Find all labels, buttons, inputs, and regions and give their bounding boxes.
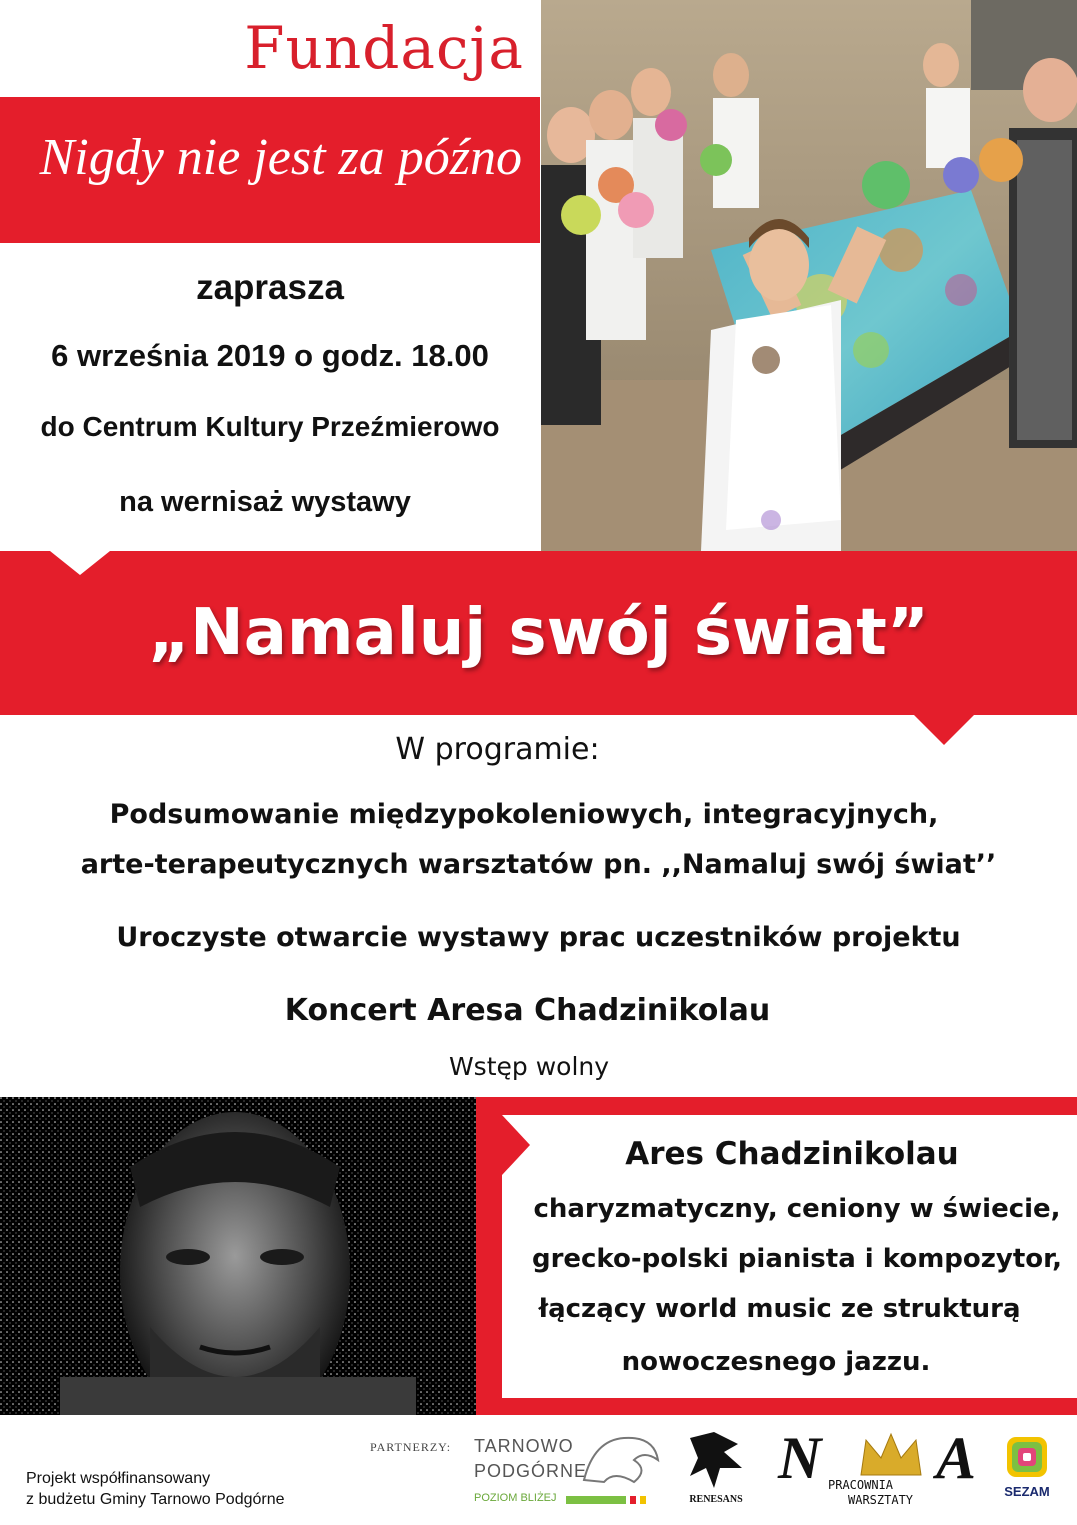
program-heading: W programie: (395, 732, 600, 767)
partners-label: PARTNERZY: (370, 1440, 452, 1454)
nova-workshop-logo (776, 1425, 986, 1514)
program-item-3: Koncert Aresa Chadzinikolau (284, 993, 771, 1028)
renesans-logo (684, 1428, 748, 1510)
artist-bio-line-3: łączący world music ze strukturą (538, 1294, 1021, 1324)
tarnowo-logo-line-2: PODGÓRNE (474, 1461, 588, 1481)
cofinancing-note (26, 1468, 285, 1510)
exhibition-title: „Namaluj swój świat” (148, 596, 929, 670)
cofinancing-line-1: Projekt współfinansowany (26, 1470, 211, 1487)
event-occasion: na wernisaż wystawy (119, 486, 411, 518)
invites-text: zaprasza (196, 268, 344, 307)
tarnowo-bar-yellow (640, 1496, 646, 1504)
tarnowo-lion-icon (574, 1430, 664, 1486)
nova-logo-line-1: PRACOWNIA (828, 1478, 894, 1492)
sezam-logo (1004, 1434, 1050, 1510)
artist-bio-line-2: grecko-polski pianista i kompozytor, (531, 1244, 1063, 1274)
foundation-title: Fundacja (244, 14, 524, 82)
renesans-logo-text: RENESANS (689, 1494, 743, 1505)
nova-letter-n: N (778, 1425, 822, 1491)
sezam-emblem-icon (1004, 1434, 1050, 1482)
foundation-motto: Nigdy nie jest za późno (39, 129, 522, 186)
artist-portrait (0, 1097, 476, 1415)
sezam-logo-text: SEZAM (1004, 1484, 1050, 1499)
event-date: 6 września 2019 o godz. 18.00 (51, 338, 489, 373)
artist-name: Ares Chadzinikolau (625, 1136, 959, 1172)
nova-letter-a: A (936, 1425, 977, 1491)
tarnowo-podgorne-logo (474, 1430, 664, 1510)
artist-bio-line-4: nowoczesnego jazzu. (621, 1347, 931, 1377)
nova-logo-line-2: WARSZTATY (848, 1493, 914, 1507)
program-item-1-line-1: Podsumowanie międzypokoleniowych, integracyjnych, (109, 799, 939, 830)
artist-bio-line-1: charyzmatyczny, ceniony w świecie, (533, 1194, 1061, 1224)
tarnowo-bar-green (566, 1496, 626, 1504)
tarnowo-logo-line-1: TARNOWO (474, 1436, 574, 1456)
renesans-griffin-icon (684, 1428, 748, 1492)
tarnowo-logo-line-3: POZIOM BLIŻEJ (474, 1492, 557, 1504)
cofinancing-line-2: z budżetu Gminy Tarnowo Podgórne (26, 1491, 285, 1508)
nova-crown-icon (856, 1430, 926, 1480)
program-item-1-line-2: arte-terapeutycznych warsztatów pn. ,,Namaluj swój świat’’ (80, 849, 997, 880)
tarnowo-bar-red (630, 1496, 636, 1504)
entry-note: Wstęp wolny (448, 1052, 610, 1081)
event-place: do Centrum Kultury Przeźmierowo (40, 411, 500, 442)
band-notch-top (50, 551, 110, 577)
workshop-photo (541, 0, 1077, 551)
program-item-2: Uroczyste otwarcie wystawy prac uczestników projektu (116, 922, 961, 953)
